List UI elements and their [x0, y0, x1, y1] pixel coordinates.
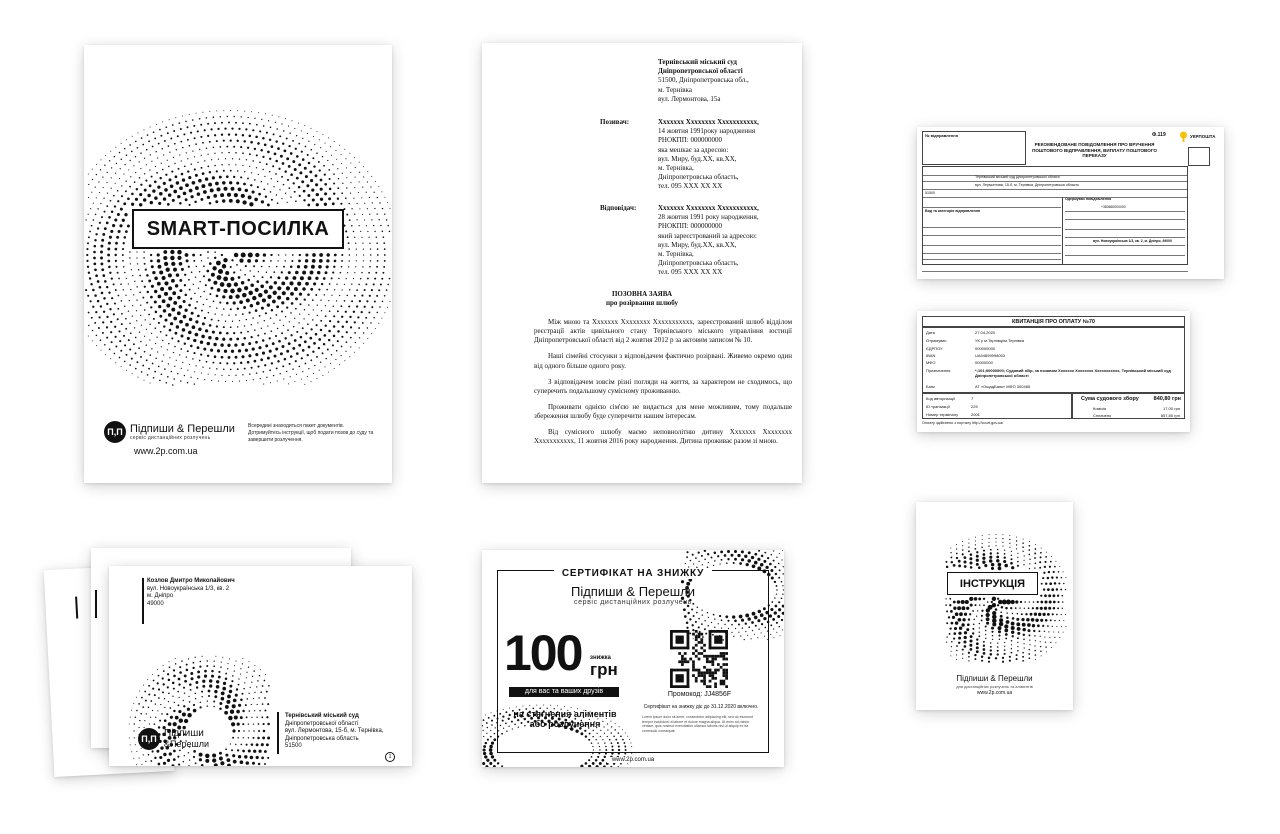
instruction-booklet	[916, 502, 1073, 710]
notice-received: Одержувач повідомлення	[1065, 197, 1112, 201]
court-line: м. Тернівка	[658, 85, 692, 94]
total-value: 7	[971, 396, 974, 401]
recipient-line: Дніпропетровська область	[285, 735, 359, 742]
validity-note: Сертифікат на знижку діє до 31.12.2020 включно.	[643, 704, 759, 710]
folder-url: www.2p.com.ua	[134, 446, 198, 456]
title-line: про розірвання шлюбу	[605, 299, 679, 308]
party-line: м. Тернівка,	[658, 250, 694, 259]
certificate-title-wrap	[482, 563, 784, 581]
party-line: тел. 095 ХХХ ХХ ХХ	[658, 268, 723, 277]
defendant-details	[658, 204, 798, 278]
receipt-row-label: Отримувач	[926, 338, 947, 343]
party-line: РНОКПП: 000000000	[658, 222, 722, 231]
receipt-row-value: UA94899998003	[975, 353, 1006, 358]
folder-note: Всередині знаходиться пакет документів. Дотримуйтесь інструкції, щоб подати позов до суду та завершити розлучення.	[248, 423, 374, 443]
form-code: Ф.119	[1152, 132, 1166, 138]
recipient-name: Тернівський міський суд	[285, 713, 359, 719]
receipt-title: КВИТАНЦІЯ ПРО ОПЛАТУ №70	[922, 316, 1185, 327]
page-number-badge: 1	[385, 752, 395, 762]
total-label: Код авторизації	[926, 396, 955, 401]
receipt-row-value: 00000000	[975, 360, 993, 365]
qr-code-icon	[670, 630, 728, 688]
party-line: Дніпропетровська область,	[658, 173, 739, 182]
party-line: який зареєстрований за адресою:	[658, 231, 757, 240]
recipient-line: вул. Лермонтова, 15-б, м. Тернівка,	[285, 728, 384, 734]
form-body	[922, 166, 1188, 265]
booklet-tagline: для дистанційних розлучень та аліментів	[956, 684, 1033, 689]
envelope-front	[109, 566, 412, 766]
brand-name: Підпиши & Перешли	[130, 423, 235, 435]
court-address	[658, 58, 798, 104]
payment-receipt	[917, 311, 1190, 432]
party-line: яка мешкає за адресою:	[658, 145, 729, 154]
envelope-recipient	[285, 713, 383, 751]
brand-tagline: сервіс дистанційних розлучень	[130, 435, 211, 441]
certificate-purpose	[506, 709, 624, 729]
receipt-row-label: Призначення	[926, 368, 951, 373]
certificate-tagline: сервіс дистанційних розлучень	[574, 599, 692, 606]
purpose-line: або розлучення	[529, 719, 601, 729]
party-line: Дніпропетровська область,	[658, 259, 739, 268]
party-line: Ххххххх Хххххххх Ххххххххххх,	[658, 204, 759, 212]
booklet-url: www.2p.com.ua	[976, 690, 1013, 696]
lawsuit-title	[482, 290, 802, 308]
receipt-row-label: Банк	[926, 384, 935, 389]
party-line: Ххххххх Хххххххх Ххххххххххх,	[658, 118, 759, 126]
instruction-badge: ІНСТРУКЦІЯ	[947, 572, 1038, 595]
sum-label: Сума судового збору	[1081, 396, 1139, 402]
receipt-row-value: *;101;00000000; Судовий збір, за позовом Ххххххх Хххххххх Ххххххххххх, Тернівський міський суд Дніпропетровської області	[975, 368, 1171, 378]
envelope-sender	[147, 578, 235, 608]
certificate-url-wrap	[482, 748, 784, 766]
notice-title: РЕКОМЕНДОВАНЕ ПОВІДОМЛЕННЯ ПРО ВРУЧЕННЯ ПОШТОВОГО ВІДПРАВЛЕННЯ, ВИПЛАТУ ПОШТОВОГО ПЕРЕКАЗУ	[1032, 142, 1157, 158]
notice-zip: 51500	[925, 191, 935, 195]
ukrposhta-label: УКРПОШТА	[1190, 134, 1216, 139]
receipt-row-label: Дата	[926, 330, 935, 335]
discount-word: знижка	[590, 655, 611, 661]
delivery-notice-form	[917, 127, 1224, 279]
receipt-left-totals	[922, 393, 1072, 419]
form-number-cell	[922, 131, 1026, 165]
total-value: 225	[971, 404, 978, 409]
paragraph: Проживати однією сім'єю не видається для мене можливим, тому подальше збереження шлюбу буде суперечити нашим інтересам.	[534, 402, 792, 421]
sender-line: м. Дніпро	[147, 593, 174, 599]
lawsuit-body	[534, 318, 792, 453]
party-line: вул. Миру, буд.ХХ, кв.ХХ,	[658, 240, 737, 249]
court-line: вул. Лермонтова, 15а	[658, 94, 721, 103]
discount-certificate	[482, 550, 784, 767]
smart-parcel-badge: SMART-ПОСИЛКА	[132, 209, 344, 249]
paragraph: Від сумісного шлюбу маємо неповнолітню дитину Ххххххх Хххххххх Ххххххххххх, 11 жовтня 2016 року народження. Дитина проживає разом зі мною.	[534, 428, 792, 446]
ukrposhta-logo-icon	[1179, 131, 1188, 142]
defendant-label: Відповідач:	[600, 204, 637, 212]
party-line: тел. 095 ХХХ ХХ ХХ	[658, 182, 723, 191]
total-label: Комісія	[1093, 406, 1107, 411]
sender-line: 49000	[147, 600, 164, 607]
receipt-row-label: ЄДРПОУ	[926, 346, 943, 351]
party-line: 14 жовтня 1991року народження	[658, 127, 756, 136]
discount-amount: 100	[504, 625, 582, 681]
notice-sender-address: вул. Новоукраїнська 1/3, кв. 2, м. Дніпро, 49000	[1093, 239, 1172, 243]
receipt-row-label: IBAN	[926, 353, 936, 358]
court-line: Дніпропетровської області	[658, 67, 743, 76]
form-corner-label: № відправлення	[925, 133, 959, 138]
paragraph: Між мною та Ххххххх Хххххххх Ххххххххххх, зареєстрований шлюб відділом реєстрації актів цивільного стану Тернівського міського управління юстиції Дніпропетровської області від 2 жовтня 2012 р за актовим записом № 10.	[534, 318, 792, 345]
ukrposhta-logo	[1179, 131, 1216, 142]
total-label: Сплачено	[1093, 413, 1112, 418]
recipient-line: Дніпропетровської області	[285, 720, 359, 727]
paragraph: З відповідачем зовсім різні погляди на життя, за характером не сходимось, що суперечить подальшому сумісному проживанню.	[534, 377, 792, 395]
party-line: 28 жовтня 1991 року народження,	[658, 213, 759, 222]
notice-section: Вид та категорія відправлення	[925, 209, 981, 213]
sum-value: 840,80 грн	[1153, 396, 1181, 402]
for-friends-banner: для вас та ваших друзів	[509, 687, 619, 697]
sender-line: вул. Новоукраїнська 1/3, кв. 2	[147, 585, 230, 592]
certificate-brand: Підпиши & Перешли	[570, 584, 695, 599]
receipt-rows	[922, 327, 1185, 393]
halftone-dots-graphic	[84, 45, 392, 483]
notice-recipient: Тернівський міський суд Дніпропетровської області	[975, 175, 1060, 179]
party-line: РНОКПП: 000000000	[658, 136, 722, 145]
smart-parcel-folder	[84, 45, 392, 483]
total-value: 857,80 грн	[1160, 413, 1180, 418]
fine-print: Lorem ipsum dolor sit amet, consectetur adipiscing elit, sed do eiusmod tempor incididunt ut labore et dolore magna aliqua. Ut enim ad minim veniam, quis nostrud exercitation ullamco laboris nisi ut aliquip ex ea commodo consequat.	[642, 715, 753, 733]
envelope-brand	[138, 728, 209, 750]
total-label: Номер терміналу	[926, 412, 959, 417]
plaintiff-label: Позивач:	[600, 118, 630, 126]
court-line: Тернівський міський суд	[658, 58, 737, 66]
brand-logo-icon: П,П	[104, 421, 126, 443]
receipt-row-value: 27.04.2020	[975, 330, 996, 335]
stamp-box	[1188, 147, 1210, 166]
booklet-brand-name: Підпиши & Перешли	[956, 674, 1033, 683]
title-line: ПОЗОВНА ЗАЯВА	[611, 290, 673, 298]
receipt-footer: Оплату здійснено з порталу http://court.gov.ua/	[922, 421, 1004, 425]
receipt-row-label: МФО	[926, 360, 936, 365]
total-value: 2001	[971, 412, 980, 417]
total-value: 17,00 грн	[1162, 406, 1180, 411]
paragraph: Наші сімейні стосунки з відповідачем фактично розірвані. Живемо окремо один від одного більше одного року.	[534, 352, 792, 370]
folder-brand	[104, 421, 235, 443]
discount-currency: грн	[590, 660, 618, 679]
total-label: ID транзакції	[926, 404, 950, 409]
brand-line-2: &Перешли	[164, 739, 209, 749]
promo-code: Промокод: JJ4856F	[667, 691, 732, 698]
brand-line-1: Підпиши	[164, 728, 204, 739]
certificate-title: СЕРТИФІКАТ НА ЗНИЖКУ	[554, 568, 712, 579]
receipt-row-value: АТ «ОщадБанк» МФО 300465	[975, 384, 1031, 389]
brand-logo-icon: П,П	[138, 728, 160, 750]
certificate-url: www.2p.com.ua	[607, 757, 659, 763]
lawsuit-document	[482, 43, 802, 483]
receipt-row-value: 000000000	[975, 346, 996, 351]
sender-name: Козлов Дмитро Миколайович	[147, 578, 235, 584]
plaintiff-details	[658, 118, 798, 192]
notice-phone: +380660000000	[1101, 205, 1126, 209]
party-line: м. Тернівка,	[658, 164, 694, 173]
party-line: вул. Миру, буд.ХХ, кв.ХХ,	[658, 154, 737, 163]
recipient-line: 51500	[285, 743, 302, 749]
purpose-line: на стягнення аліментів	[513, 709, 617, 719]
court-line: 51500, Дніпропетровська обл.,	[658, 76, 749, 85]
receipt-right-totals	[1072, 393, 1185, 419]
notice-address: вул. Лермонтова, 15-б, м. Тернівка, Дніпропетровська область	[975, 183, 1080, 187]
receipt-row-value: УК у м.Тернівці/м.Тернівка	[975, 338, 1024, 343]
